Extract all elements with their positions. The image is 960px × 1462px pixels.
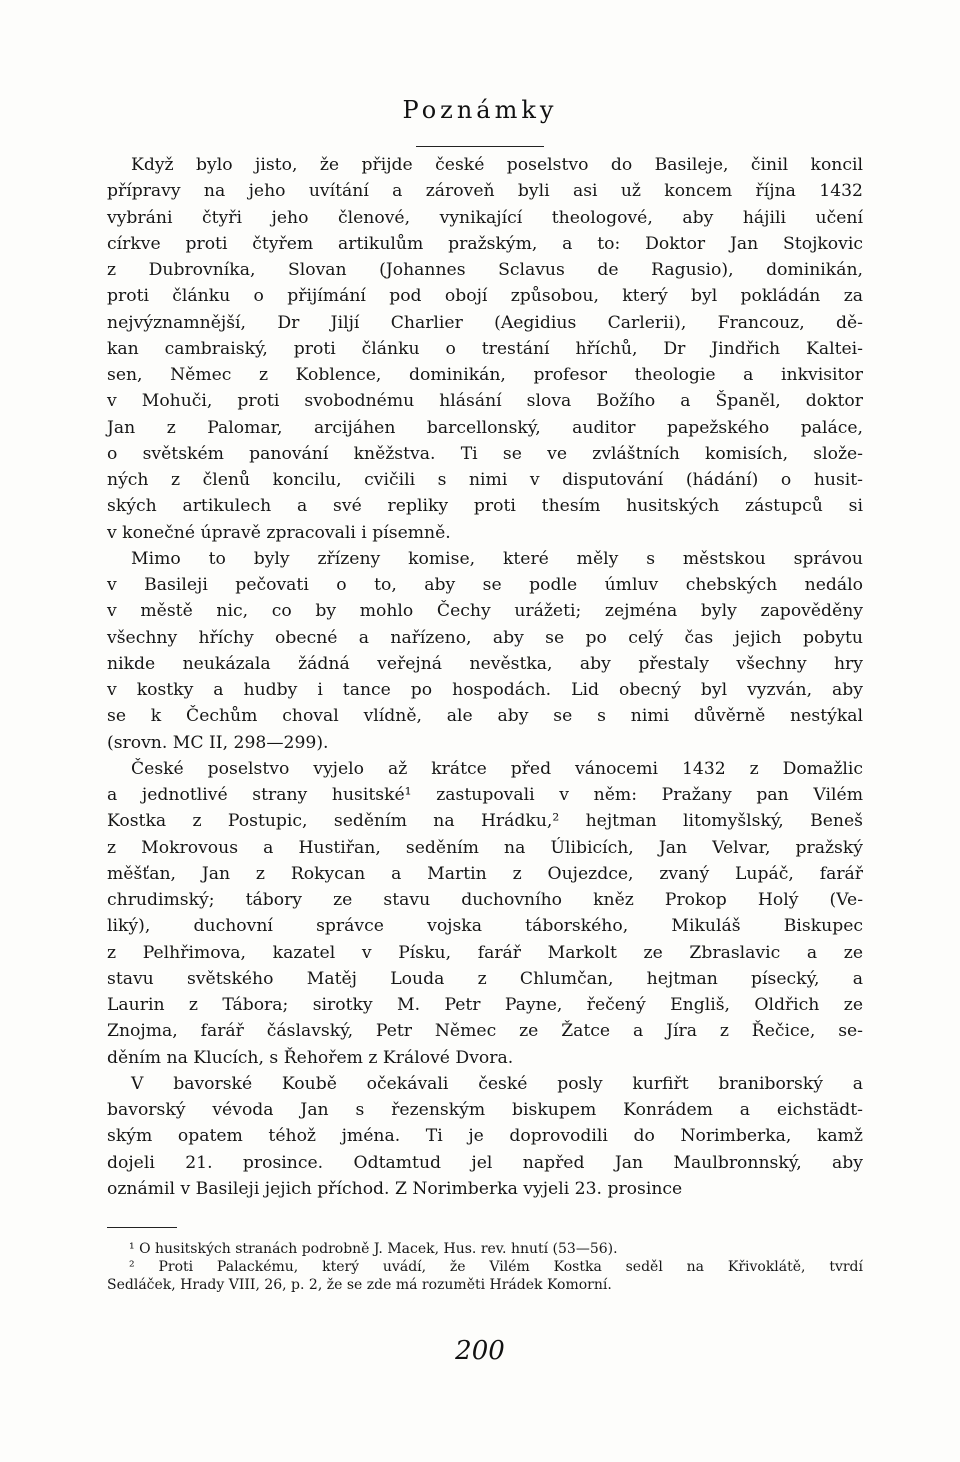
paragraph-line: děním na Klucích, s Řehořem z Králové Dvora.	[107, 1047, 514, 1068]
paragraph-line: v kostky a hudby i tance po hospodách. Lid obecný byl vyzván, aby	[107, 680, 863, 700]
paragraph-line: V bavorské Koubě očekávali české posly kurfiřt braniborský a	[131, 1073, 863, 1094]
paragraph-line: kan cambraiský, proti článku o trestání hříchů, Dr Jindřich Kaltei-	[107, 338, 863, 359]
body-text	[107, 152, 863, 1202]
paragraph-line: dojeli 21. prosince. Odtamtud jel napřed Jan Maulbronnský, aby	[107, 1152, 863, 1173]
paragraph-line: v Basileji pečovati o to, aby se podle úmluv chebských nedálo	[107, 575, 863, 595]
paragraph-line: v městě nic, co by mohlo Čechy urážeti; zejména byly zapověděny	[107, 601, 863, 622]
paragraph-line: sen, Němec z Koblence, dominikán, profesor theologie a inkvisitor	[107, 365, 863, 385]
paragraph-line: měšťan, Jan z Rokycan a Martin z Oujezdce, zvaný Lupáč, farář	[107, 863, 863, 884]
paragraph-line: z Dubrovníka, Slovan (Johannes Sclavus de Ragusio), dominikán,	[107, 260, 863, 280]
paragraph-line: v Mohuči, proti svobodnému hlásání slova Božího a Španěl, doktor	[107, 391, 863, 412]
paragraph-line: nejvýznamnější, Dr Jiljí Charlier (Aegidius Carlerii), Francouz, dě-	[107, 312, 863, 333]
paragraph-line: Laurin z Tábora; sirotky M. Petr Payne, řečený Engliš, Oldřich ze	[107, 995, 863, 1015]
paragraph-line: liký), duchovní správce vojska táborského, Mikuláš Biskupec	[107, 916, 863, 937]
title-rule	[416, 146, 544, 147]
paragraph-line: se k Čechům choval vlídně, ale aby se s nimi důvěrně nestýkal	[107, 706, 863, 727]
paragraph-line: (srovn. MC II, 298—299).	[107, 732, 329, 753]
paragraph-line: z Mokrovous a Hustiřan, seděním na Úlibicích, Jan Velvar, pražský	[107, 837, 863, 858]
paragraph-line: v konečné úpravě zpracovali i písemně.	[107, 522, 451, 543]
paragraph-line: oznámil v Basileji jejich příchod. Z Norimberka vyjeli 23. prosince	[107, 1178, 683, 1199]
paragraph-line: Když bylo jisto, že přijde české poselstvo do Basileje, činil koncil	[131, 155, 863, 175]
footnote-2-continued: Sedláček, Hrady VIII, 26, p. 2, že se zde má rozuměti Hrádek Komorní.	[107, 1277, 612, 1293]
footnote-2: ² Proti Palackému, který uvádí, že Vilém Kostka seděl na Křivoklátě, tvrdí	[129, 1259, 863, 1275]
paragraph-line: chrudimský; tábory ze stavu duchovního kněz Prokop Holý (Ve-	[107, 890, 863, 910]
paragraph-line: ských artikulech a své repliky proti thesím husitských zástupců si	[107, 496, 863, 517]
paragraph-line: vybráni čtyři jeho členové, vynikající theologové, aby hájili učení	[107, 207, 863, 228]
paragraph-line: Jan z Palomar, arcijáhen barcellonský, auditor papežského paláce,	[107, 417, 863, 438]
paragraph-line: stavu světského Matěj Louda z Chlumčan, hejtman písecký, a	[107, 968, 863, 989]
paragraph-line: Znojma, farář čáslavský, Petr Němec ze Žatce a Jíra z Řečice, se-	[107, 1021, 863, 1042]
page-title: Poznámky	[402, 96, 558, 124]
paragraph-line: České poselstvo vyjelo až krátce před vánocemi 1432 z Domažlic	[131, 758, 863, 779]
paragraph-line: a jednotlivé strany husitské¹ zastupovali v něm: Pražany pan Vilém	[107, 785, 863, 805]
paragraph-line: všechny hříchy obecné a nařízeno, aby se po celý čas jejich pobytu	[107, 627, 863, 648]
paragraph-line: církve proti čtyřem artikulům pražským, a to: Doktor Jan Stojkovic	[107, 233, 863, 254]
paragraph-line: Kostka z Postupic, seděním na Hrádku,² hejtman litomyšlský, Beneš	[107, 811, 863, 832]
page-number: 200	[455, 1336, 505, 1366]
paragraph-line: nikde neukázala žádná veřejná nevěstka, aby přestaly všechny hry	[107, 653, 863, 674]
footnote-1: ¹ O husitských stranách podrobně J. Macek, Hus. rev. hnutí (53—56).	[129, 1241, 618, 1257]
footnote-rule	[107, 1227, 177, 1228]
paragraph-line: o světském panování kněžstva. Ti se ve zvláštních komisích, slože-	[107, 443, 863, 464]
paragraph-line: proti článku o přijímání pod obojí způsobou, který byl pokládán za	[107, 286, 863, 307]
footnotes	[107, 1240, 863, 1294]
paragraph-line: přípravy na jeho uvítání a zároveň byli asi už koncem října 1432	[107, 181, 863, 202]
paragraph-line: Mimo to byly zřízeny komise, které měly s městskou správou	[131, 548, 863, 569]
paragraph-line: ných z členů koncilu, cvičili s nimi v disputování (hádání) o husit-	[107, 470, 863, 490]
paragraph-line: z Pelhřimova, kazatel v Písku, farář Markolt ze Zbraslavic a ze	[107, 942, 863, 963]
paragraph-line: bavorský vévoda Jan s řezenským biskupem Konrádem a eichstädt-	[107, 1100, 863, 1120]
paragraph-line: ským opatem téhož jména. Ti je doprovodili do Norimberka, kamž	[107, 1126, 863, 1147]
